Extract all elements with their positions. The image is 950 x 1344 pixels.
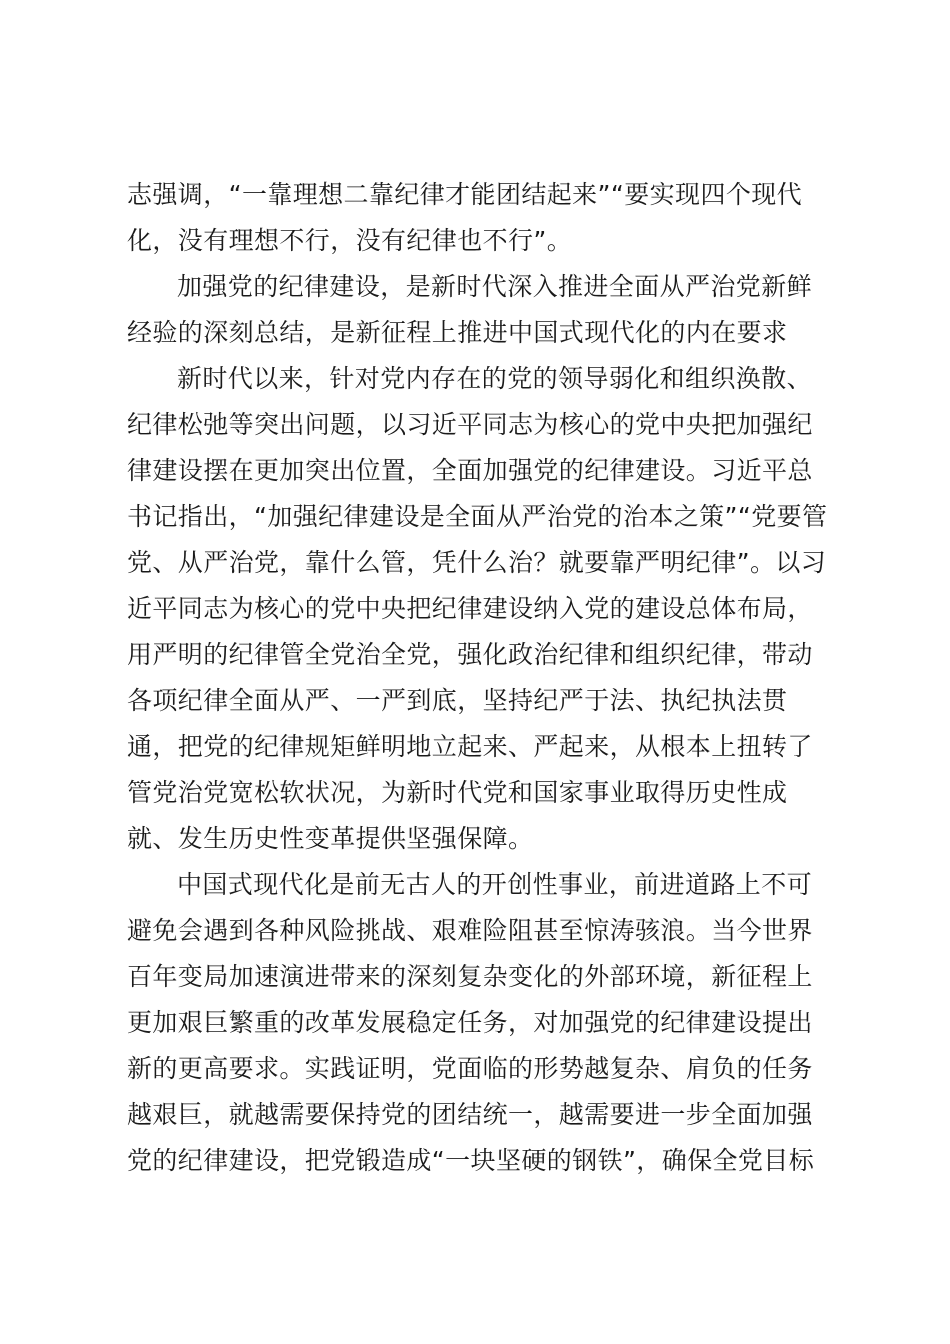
paragraph-first-line: 新时代以来，针对党内存在的党的领导弱化和组织涣散、 — [177, 364, 813, 393]
text-line: 通，把党的纪律规矩鲜明地立起来、严起来，从根本上扭转了 — [127, 732, 813, 761]
text-line: 百年变局加速演进带来的深刻复杂变化的外部环境，新征程上 — [127, 962, 813, 991]
text-line: 用严明的纪律管全党治全党，强化政治纪律和组织纪律，带动 — [127, 640, 813, 669]
text-line: 化，没有理想不行，没有纪律也不行”。 — [127, 226, 573, 255]
text-line: 管党治党宽松软状况，为新时代党和国家事业取得历史性成 — [127, 778, 788, 807]
text-line: 律建设摆在更加突出位置，全面加强党的纪律建设。习近平总 — [127, 456, 813, 485]
text-line: 纪律松弛等突出问题，以习近平同志为核心的党中央把加强纪 — [127, 410, 813, 439]
text-line: 各项纪律全面从严、一严到底，坚持纪严于法、执纪执法贯 — [127, 686, 788, 715]
text-line: 经验的深刻总结，是新征程上推进中国式现代化的内在要求 — [127, 318, 788, 347]
text-line: 避免会遇到各种风险挑战、艰难险阻甚至惊涛骇浪。当今世界 — [127, 916, 813, 945]
text-line: 党的纪律建设，把党锻造成“一块坚硬的钢铁”，确保全党目标 — [127, 1146, 815, 1175]
text-line: 越艰巨，就越需要保持党的团结统一，越需要进一步全面加强 — [127, 1100, 813, 1129]
text-line: 志强调，“一靠理想二靠纪律才能团结起来”“要实现四个现代 — [127, 180, 803, 209]
text-line: 就、发生历史性变革提供坚强保障。 — [127, 824, 534, 853]
text-line: 更加艰巨繁重的改革发展稳定任务，对加强党的纪律建设提出 — [127, 1008, 813, 1037]
text-line: 党、从严治党，靠什么管，凭什么治？就要靠严明纪律”。以习 — [127, 548, 827, 577]
paragraph-first-line: 中国式现代化是前无古人的开创性事业，前进道路上不可 — [177, 870, 813, 899]
text-line: 书记指出，“加强纪律建设是全面从严治党的治本之策”“党要管 — [127, 502, 828, 531]
text-line: 新的更高要求。实践证明，党面临的形势越复杂、肩负的任务 — [127, 1054, 813, 1083]
paragraph-first-line: 加强党的纪律建设，是新时代深入推进全面从严治党新鲜 — [177, 272, 813, 301]
text-line: 近平同志为核心的党中央把纪律建设纳入党的建设总体布局， — [127, 594, 813, 623]
